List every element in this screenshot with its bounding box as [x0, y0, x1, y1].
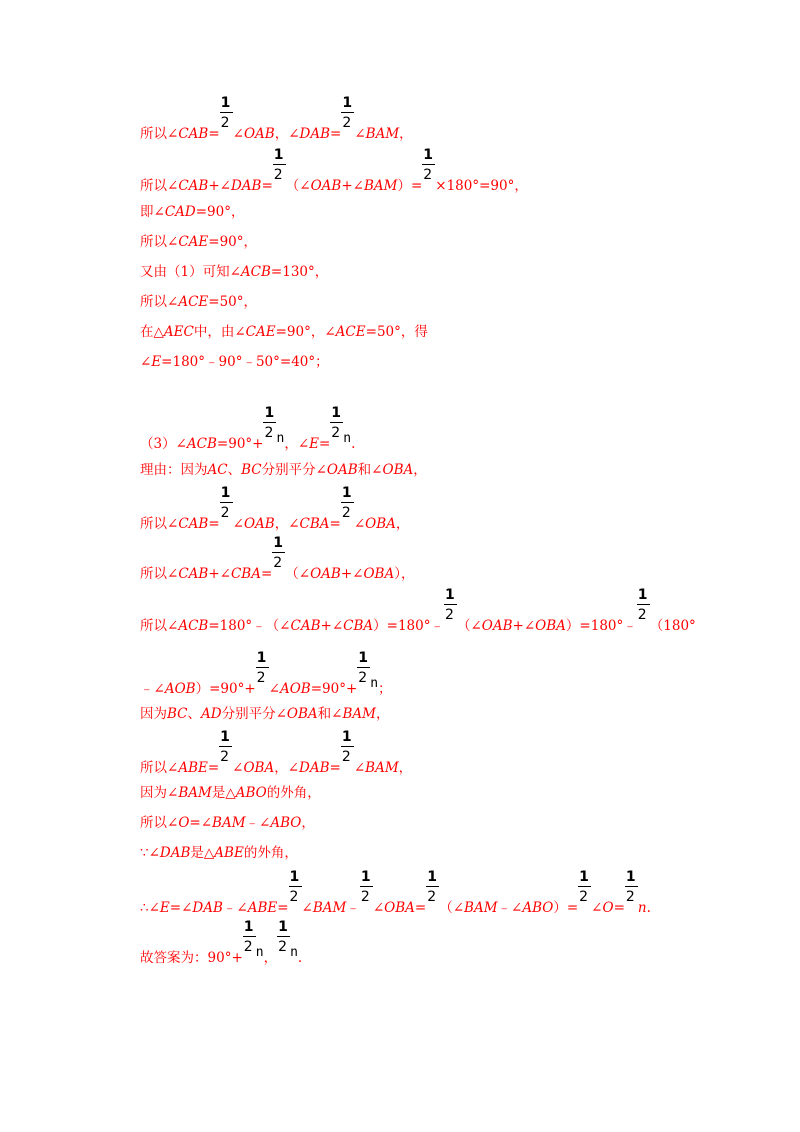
fraction-one-half: $\frac{1}{2}$ — [263, 430, 276, 448]
solution-line: ∠E=180°﹣90°﹣50°=40°； — [140, 354, 329, 370]
solution-line: 因为BC、AD分别平分∠OBA和∠BAM， — [140, 706, 390, 722]
solution-line: 因为∠BAM是△ABO的外角， — [140, 785, 321, 801]
solution-line: 所以∠ABE= $\frac{1}{2}$ ∠OBA，∠DAB= $\frac{1}{2}$ ∠BAM， — [140, 729, 413, 776]
fraction-one-half: $\frac{1}{2}$ — [273, 172, 286, 190]
solution-line: 所以∠ACB=180°﹣（∠CAB+∠CBA）=180°﹣ $\frac{1}{2}$ （∠OAB+∠OBA）=180°﹣ $\frac{1}{2}$ （180° — [140, 587, 696, 634]
fraction-one-half: $\frac{1}{2}$ — [330, 430, 343, 448]
solution-line: 所以∠CAE=90°， — [140, 234, 258, 250]
solution-line: 又由（1）可知∠ACB=130°， — [140, 264, 329, 280]
fraction-one-half: $\frac{1}{2}$ — [357, 675, 370, 693]
fraction-one-half: $\frac{1}{2}$ — [289, 894, 302, 912]
solution-line: 所以∠ACE=50°， — [140, 294, 258, 310]
fraction-one-half: $\frac{1}{2}$ — [341, 510, 354, 528]
solution-line: （3）∠ACB=90°+ $\frac{1}{2}$ n，∠E= $\frac{1}{2}$ n. — [140, 405, 356, 452]
fraction-one-half: $\frac{1}{2}$ — [341, 120, 354, 138]
fraction-one-half: $\frac{1}{2}$ — [272, 560, 285, 578]
fraction-one-half: $\frac{1}{2}$ — [625, 894, 638, 912]
fraction-one-half: $\frac{1}{2}$ — [360, 894, 373, 912]
solution-line: 所以∠CAB= $\frac{1}{2}$ ∠OAB，∠DAB= $\frac{1}{2}$ ∠BAM， — [140, 95, 413, 142]
solution-line: 所以∠CAB+∠DAB= $\frac{1}{2}$ （∠OAB+∠BAM）= $\frac{1}{2}$ ×180°=90°， — [140, 147, 528, 194]
fraction-one-half: $\frac{1}{2}$ — [444, 612, 457, 630]
fraction-one-half: $\frac{1}{2}$ — [578, 894, 591, 912]
fraction-one-half: $\frac{1}{2}$ — [426, 894, 439, 912]
fraction-one-half: $\frac{1}{2}$ — [220, 120, 233, 138]
solution-line: 所以∠CAB= $\frac{1}{2}$ ∠OAB，∠CBA= $\frac{1}{2}$ ∠OBA， — [140, 485, 410, 532]
solution-line: 即∠CAD=90°， — [140, 204, 245, 220]
solution-line: ∵∠DAB是△ABE的外角， — [140, 845, 298, 861]
fraction-one-half: $\frac{1}{2}$ — [277, 944, 290, 962]
solution-line: 理由：因为AC、BC分别平分∠OAB和∠OBA， — [140, 462, 427, 478]
fraction-one-half: $\frac{1}{2}$ — [256, 675, 269, 693]
solution-line: 故答案为：90°+ $\frac{1}{2}$ n， $\frac{1}{2}$ n. — [140, 919, 303, 966]
fraction-one-half: $\frac{1}{2}$ — [243, 944, 256, 962]
fraction-one-half: $\frac{1}{2}$ — [220, 510, 233, 528]
solution-line: ∴∠E=∠DAB﹣∠ABE= $\frac{1}{2}$ ∠BAM﹣ $\frac{1}{2}$ ∠OBA= $\frac{1}{2}$ （∠BAM﹣∠ABO）= $\frac{1}{2}$ ∠O= $\frac{1}{2}$ n. — [140, 869, 651, 916]
fraction-one-half: $\frac{1}{2}$ — [637, 612, 650, 630]
solution-line: ﹣∠AOB）=90°+ $\frac{1}{2}$ ∠AOB=90°+ $\frac{1}{2}$ n； — [140, 650, 392, 697]
solution-line: 在△AEC中，由∠CAE=90°，∠ACE=50°，得 — [140, 324, 428, 340]
fraction-one-half: $\frac{1}{2}$ — [219, 754, 232, 772]
solution-line: 所以∠O=∠BAM﹣∠ABO， — [140, 815, 315, 831]
solution-line: 所以∠CAB+∠CBA= $\frac{1}{2}$ （∠OAB+∠OBA）， — [140, 535, 415, 582]
fraction-one-half: $\frac{1}{2}$ — [422, 172, 435, 190]
fraction-one-half: $\frac{1}{2}$ — [341, 754, 354, 772]
